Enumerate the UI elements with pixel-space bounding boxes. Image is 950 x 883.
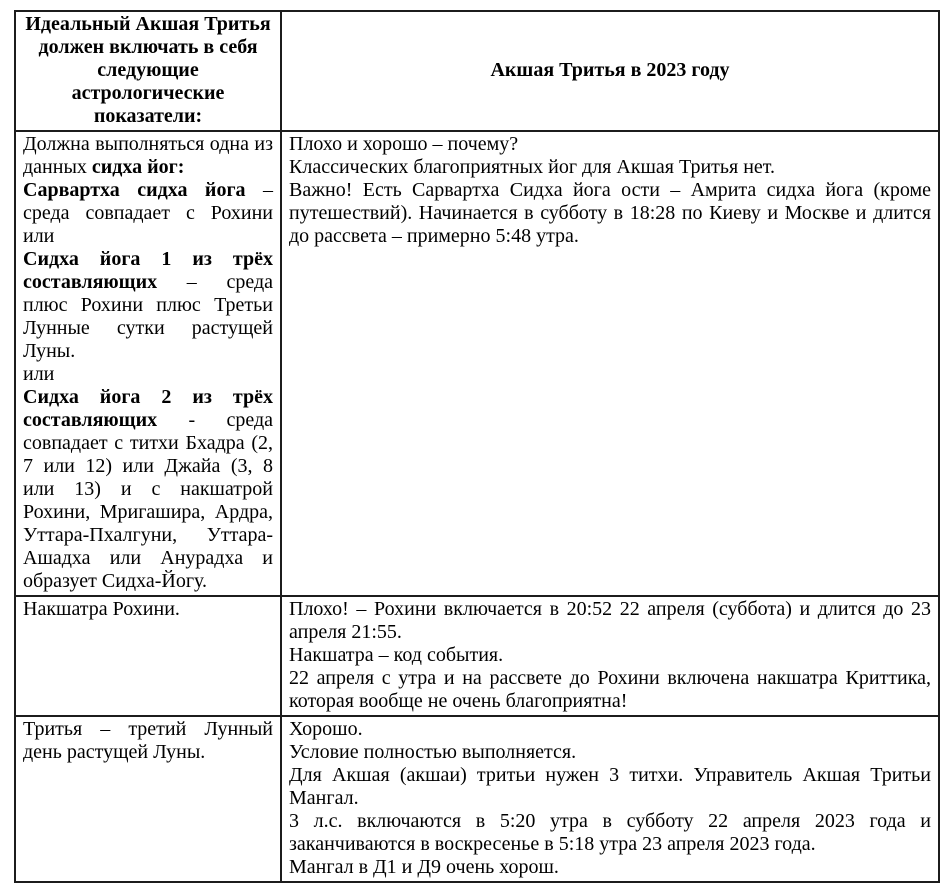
header-cell-indicators: Идеальный Акшая Тритья должен включать в себя следующие астрологические показатели:	[15, 11, 281, 131]
header-cell-year-2023: Акшая Тритья в 2023 году	[281, 11, 939, 131]
text-paragraph: Сидха йога 2 из трёх составляющих - среда совпадает с титхи Бхадра (2, 7 или 12) или Джайа (3, 8 или 13) и с накшатрой Рохини, Мригашира, Ардра, Уттара-Пхалгуни, Уттара-Ашадха или Анурадха и образует Сидха-Йогу.	[23, 386, 273, 592]
table-header	[15, 11, 939, 131]
cell-status-sidha-yogas	[281, 131, 939, 596]
table-row	[15, 131, 939, 596]
text-paragraph: Сарвартха сидха йога – среда совпадает с Рохини или	[23, 179, 273, 247]
table-body	[15, 131, 939, 882]
table-row	[15, 716, 939, 882]
text-paragraph: Плохо! – Рохини включается в 20:52 22 апреля (суббота) и длится до 23 апреля 21:55.	[289, 598, 931, 643]
text-paragraph: 22 апреля с утра и на рассвете до Рохини включена накшатра Криттика, которая вообще не очень благоприятна!	[289, 667, 931, 712]
text-paragraph: Важно! Есть Сарвартха Сидха йога ости – Амрита сидха йога (кроме путешествий). Начинается в субботу в 18:28 по Киеву и Москве и длится до рассвета – примерно 5:48 утра.	[289, 179, 931, 247]
text-paragraph: Сидха йога 1 из трёх составляющих – среда плюс Рохини плюс Третьи Лунные сутки растущей Луны.	[23, 248, 273, 362]
text-paragraph: Тритья – третий Лунный день растущей Луны.	[23, 718, 273, 763]
table-header-row	[15, 11, 939, 131]
text-paragraph: Накшатра – код события.	[289, 644, 504, 666]
text-paragraph: или	[23, 363, 55, 385]
text-paragraph: Условие полностью выполняется.	[289, 741, 577, 763]
text-paragraph: Накшатра Рохини.	[23, 598, 180, 620]
cell-status-tritya	[281, 716, 939, 882]
cell-indicator-nakshatra-rohini	[15, 596, 281, 716]
cell-indicator-tritya	[15, 716, 281, 882]
text-paragraph: Хорошо.	[289, 718, 363, 740]
text-paragraph: Для Акшая (акшаи) тритьи нужен 3 титхи. Управитель Акшая Тритьи Мангал.	[289, 764, 931, 809]
text-paragraph: Должна выполняться одна из данных сидха йог:	[23, 133, 273, 178]
cell-status-nakshatra-rohini	[281, 596, 939, 716]
text-paragraph: Плохо и хорошо – почему?	[289, 133, 519, 155]
cell-indicator-sidha-yogas	[15, 131, 281, 596]
akshaya-tritiya-table	[14, 10, 940, 883]
text-paragraph: 3 л.с. включаются в 5:20 утра в субботу 22 апреля 2023 года и заканчиваются в воскресенье в 5:18 утра 23 апреля 2023 года.	[289, 810, 931, 855]
table-row	[15, 596, 939, 716]
text-paragraph: Классических благоприятных йог для Акшая Тритья нет.	[289, 156, 776, 178]
text-paragraph: Мангал в Д1 и Д9 очень хорош.	[289, 856, 559, 878]
